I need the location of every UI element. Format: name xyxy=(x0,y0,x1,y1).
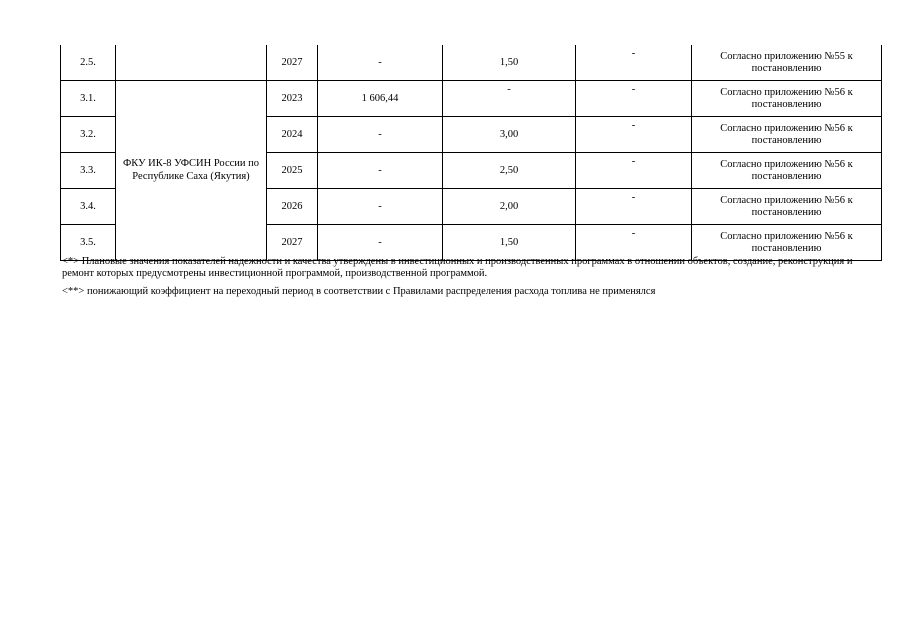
organization-cell xyxy=(116,45,267,81)
value-cell: - xyxy=(576,117,692,153)
indicators-table xyxy=(60,45,882,261)
year-cell: 2023 xyxy=(267,81,318,117)
row-index: 2.5. xyxy=(61,45,116,81)
row-index: 3.1. xyxy=(61,81,116,117)
value-cell: - xyxy=(318,189,443,225)
organization-cell: ФКУ ИК-8 УФСИН России по Республике Саха (Якутия) xyxy=(116,81,267,261)
footnote-1: <*> Плановые значения показателей надежности и качества утверждены в инвестиционных и производственных программах в отношении объектов, создание, реконструкция и ремонт которых предусмотрены инвестиционной программой, производственной программой. xyxy=(62,256,853,279)
year-cell: 2026 xyxy=(267,189,318,225)
row-index: 3.5. xyxy=(61,225,116,261)
table-row xyxy=(61,81,882,117)
row-index: 3.3. xyxy=(61,153,116,189)
value-cell: 1,50 xyxy=(443,225,576,261)
value-cell: 2,50 xyxy=(443,153,576,189)
value-cell: - xyxy=(576,45,692,81)
value-cell: 1,50 xyxy=(443,45,576,81)
value-cell: 2,00 xyxy=(443,189,576,225)
value-cell: - xyxy=(576,153,692,189)
table-row xyxy=(61,45,882,81)
note-cell: Согласно приложению №56 к постановлению xyxy=(692,225,882,261)
value-cell: - xyxy=(318,45,443,81)
value-cell: 1 606,44 xyxy=(318,81,443,117)
value-cell: - xyxy=(576,225,692,261)
value-cell: - xyxy=(576,81,692,117)
value-cell: 3,00 xyxy=(443,117,576,153)
note-cell: Согласно приложению №55 к постановлению xyxy=(692,45,882,81)
value-cell: - xyxy=(443,81,576,117)
footnote-2: <**> понижающий коэффициент на переходный период в соответствии с Правилами распределения расхода топлива не применялся xyxy=(62,286,656,297)
note-cell: Согласно приложению №56 к постановлению xyxy=(692,153,882,189)
year-cell: 2024 xyxy=(267,117,318,153)
year-cell: 2027 xyxy=(267,225,318,261)
row-index: 3.4. xyxy=(61,189,116,225)
value-cell: - xyxy=(576,189,692,225)
value-cell: - xyxy=(318,117,443,153)
note-cell: Согласно приложению №56 к постановлению xyxy=(692,117,882,153)
value-cell: - xyxy=(318,153,443,189)
value-cell: - xyxy=(318,225,443,261)
year-cell: 2027 xyxy=(267,45,318,81)
year-cell: 2025 xyxy=(267,153,318,189)
note-cell: Согласно приложению №56 к постановлению xyxy=(692,189,882,225)
row-index: 3.2. xyxy=(61,117,116,153)
note-cell: Согласно приложению №56 к постановлению xyxy=(692,81,882,117)
